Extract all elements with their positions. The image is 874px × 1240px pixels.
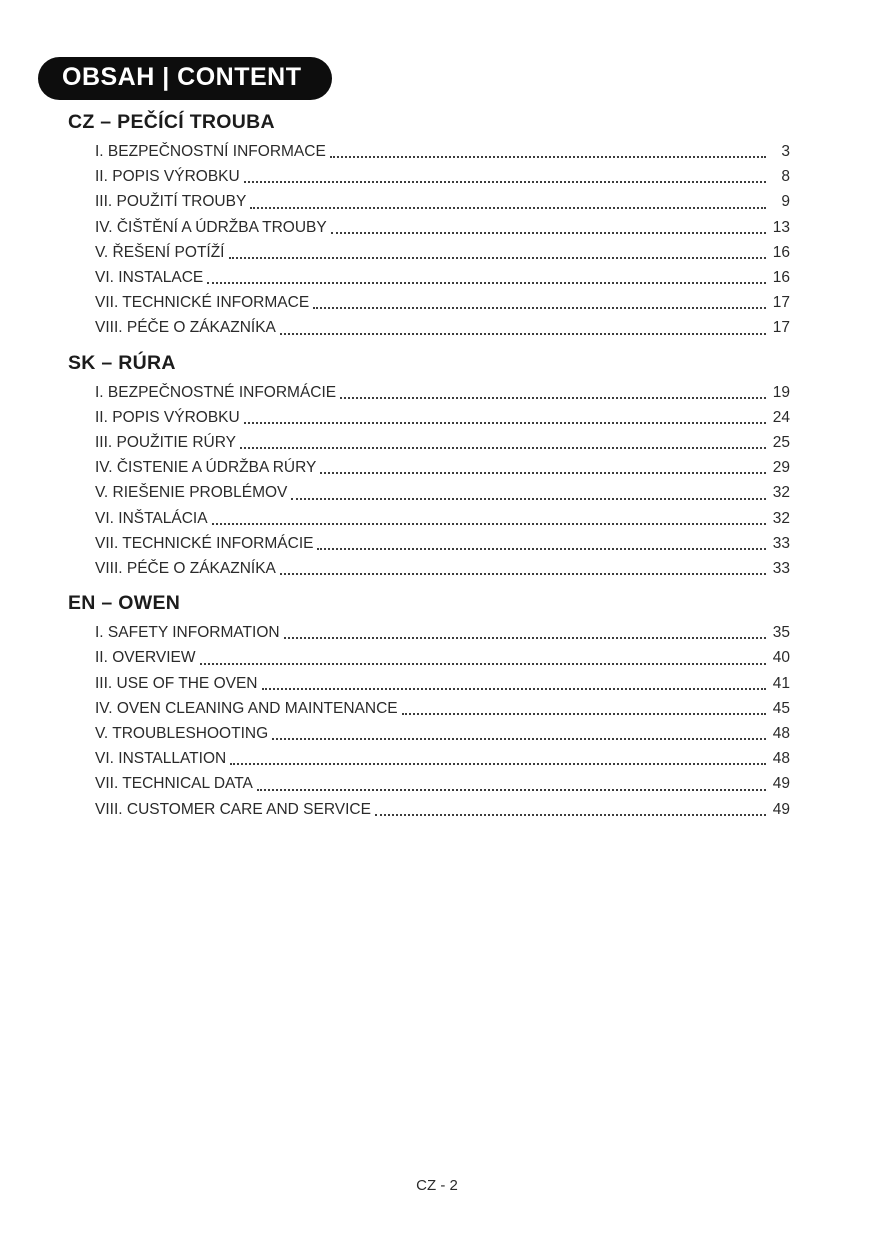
dot-leader xyxy=(207,282,766,284)
entry-label: VIII. PÉČE O ZÁKAZNÍKA xyxy=(95,560,276,578)
dot-leader xyxy=(291,498,766,500)
entry-page-number: 16 xyxy=(772,243,790,261)
entry-page-number: 49 xyxy=(772,775,790,793)
entry-label: III. POUŽITIE RÚRY xyxy=(95,434,236,452)
toc-entry xyxy=(95,315,790,340)
section-entries xyxy=(95,380,790,582)
dot-leader xyxy=(284,637,766,639)
entry-page-number: 41 xyxy=(772,674,790,692)
toc-entry xyxy=(95,455,790,480)
toc-entry xyxy=(95,164,790,189)
toc-header-pill xyxy=(38,57,332,100)
toc-entry xyxy=(95,290,790,315)
dot-leader xyxy=(320,472,766,474)
toc-entry xyxy=(95,240,790,265)
dot-leader xyxy=(330,156,766,158)
toc-entry xyxy=(95,771,790,796)
entry-label: V. TROUBLESHOOTING xyxy=(95,725,269,743)
dot-leader xyxy=(280,573,766,575)
entry-page-number: 40 xyxy=(772,649,790,667)
entry-page-number: 32 xyxy=(772,484,790,502)
entry-page-number: 3 xyxy=(781,143,790,160)
entry-page-number: 33 xyxy=(772,534,790,552)
dot-leader xyxy=(229,257,767,259)
entry-page-number: 17 xyxy=(772,319,790,337)
toc-entry xyxy=(95,721,790,746)
page-footer-label: CZ - 2 xyxy=(416,1177,458,1194)
dot-leader xyxy=(272,738,766,740)
toc-entry xyxy=(95,556,790,581)
section-entries xyxy=(95,620,790,822)
entry-label: III. USE OF THE OVEN xyxy=(95,674,258,692)
dot-leader xyxy=(230,763,766,765)
entry-page-number: 19 xyxy=(772,383,790,401)
entry-label: VII. TECHNICKÉ INFORMÁCIE xyxy=(95,534,314,552)
section-title: CZ – PEČÍCÍ TROUBA xyxy=(68,111,275,133)
entry-label: VI. INSTALACE xyxy=(95,269,204,287)
dot-leader xyxy=(262,688,767,690)
entry-label: I. BEZPEČNOSTNÉ INFORMÁCIE xyxy=(95,383,337,401)
entry-page-number: 32 xyxy=(772,509,790,527)
toc-entry xyxy=(95,620,790,645)
entry-label: VI. INSTALLATION xyxy=(95,750,227,768)
entry-label: I. SAFETY INFORMATION xyxy=(95,624,280,642)
toc-entry xyxy=(95,696,790,721)
toc-section xyxy=(68,111,790,341)
entry-page-number: 48 xyxy=(772,750,790,768)
dot-leader xyxy=(240,447,766,449)
entry-label: VII. TECHNICAL DATA xyxy=(95,775,253,793)
dot-leader xyxy=(313,307,766,309)
dot-leader xyxy=(280,333,766,335)
entry-page-number: 49 xyxy=(772,800,790,818)
toc-entry xyxy=(95,531,790,556)
dot-leader xyxy=(317,548,766,550)
entry-page-number: 25 xyxy=(772,434,790,452)
entry-page-number: 45 xyxy=(772,699,790,717)
entry-page-number: 24 xyxy=(772,408,790,426)
toc-entry xyxy=(95,746,790,771)
entry-page-number: 29 xyxy=(772,459,790,477)
toc-entry xyxy=(95,380,790,405)
entry-label: IV. ČISTENIE A ÚDRŽBA RÚRY xyxy=(95,459,317,477)
entry-label: II. POPIS VÝROBKU xyxy=(95,168,240,186)
dot-leader xyxy=(375,814,766,816)
toc-entry xyxy=(95,265,790,290)
toc-entry xyxy=(95,139,790,164)
entry-label: IV. ČIŠTĚNÍ A ÚDRŽBA TROUBY xyxy=(95,218,327,236)
toc-entry xyxy=(95,430,790,455)
toc-section xyxy=(68,352,790,582)
toc-entry xyxy=(95,405,790,430)
section-entries xyxy=(95,139,790,341)
entry-label: VIII. CUSTOMER CARE AND SERVICE xyxy=(95,800,371,818)
entry-page-number: 16 xyxy=(772,269,790,287)
dot-leader xyxy=(212,523,766,525)
dot-leader xyxy=(250,207,766,209)
dot-leader xyxy=(200,663,767,665)
entry-label: III. POUŽITÍ TROUBY xyxy=(95,193,247,211)
toc-entry xyxy=(95,645,790,670)
toc-title: OBSAH | CONTENT xyxy=(62,63,302,91)
entry-label: VIII. PÉČE O ZÁKAZNÍKA xyxy=(95,319,276,337)
entry-page-number: 48 xyxy=(772,725,790,743)
toc-entry xyxy=(95,506,790,531)
section-title: EN – OWEN xyxy=(68,592,181,615)
toc-entry xyxy=(95,189,790,214)
entry-label: I. BEZPEČNOSTNÍ INFORMACE xyxy=(95,143,326,160)
entry-label: V. ŘEŠENÍ POTÍŽÍ xyxy=(95,243,225,261)
entry-page-number: 17 xyxy=(772,294,790,312)
section-title: SK – RÚRA xyxy=(68,351,176,374)
dot-leader xyxy=(244,422,766,424)
entry-page-number: 35 xyxy=(772,624,790,642)
entry-label: VII. TECHNICKÉ INFORMACE xyxy=(95,294,310,312)
entry-label: VI. INŠTALÁCIA xyxy=(95,509,208,527)
dot-leader xyxy=(244,181,766,183)
dot-leader xyxy=(257,789,766,791)
entry-page-number: 9 xyxy=(781,193,790,211)
entry-label: II. OVERVIEW xyxy=(95,649,196,667)
toc-sections xyxy=(68,111,790,822)
dot-leader xyxy=(331,232,766,234)
entry-page-number: 33 xyxy=(772,560,790,578)
entry-page-number: 13 xyxy=(772,218,790,236)
entry-label: V. RIEŠENIE PROBLÉMOV xyxy=(95,484,288,502)
dot-leader xyxy=(402,713,766,715)
toc-entry xyxy=(95,480,790,505)
toc-section xyxy=(68,592,790,822)
toc-entry xyxy=(95,671,790,696)
entry-label: IV. OVEN CLEANING AND MAINTENANCE xyxy=(95,699,398,717)
dot-leader xyxy=(340,397,766,399)
entry-label: II. POPIS VÝROBKU xyxy=(95,408,240,426)
entry-page-number: 8 xyxy=(781,168,790,186)
toc-entry xyxy=(95,797,790,822)
toc-entry xyxy=(95,215,790,240)
